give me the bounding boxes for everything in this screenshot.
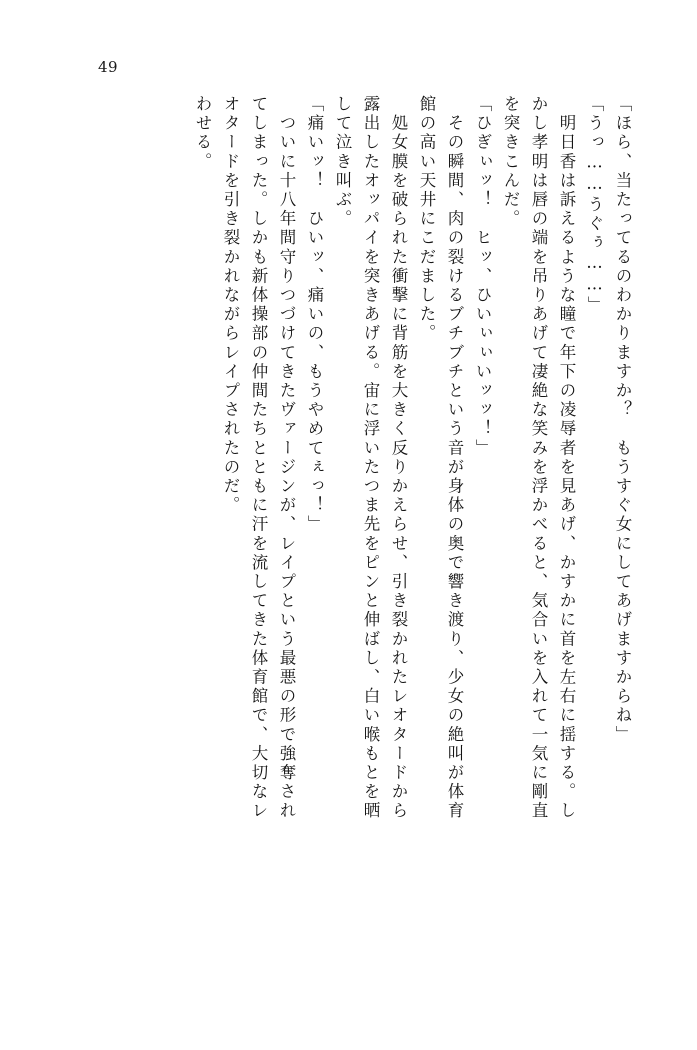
text-column: かし孝明は唇の端を吊りあげて凄絶な笑みを浮かべると、気合いを入れて一気に剛直 xyxy=(529,95,548,821)
text-column: 「ほら、当たってるのわかりますか？ もうすぐ女にしてあげますからね」 xyxy=(613,95,632,745)
vertical-text-block xyxy=(60,95,630,975)
text-column: てしまった。しかも新体操部の仲間たちとともに汗を流してきた体育館で、大切なレ xyxy=(249,95,268,821)
text-column-header: わせる。 xyxy=(193,95,212,172)
text-column: して泣き叫ぶ。 xyxy=(333,95,352,229)
text-column: 処女膜を破られた衝撃に背筋を大きく反りかえらせ、引き裂かれたレオタードから xyxy=(389,95,408,821)
text-column: 露出したオッパイを突きあげる。宙に浮いたつま先をピンと伸ばし、白い喉もとを晒 xyxy=(361,95,380,821)
text-column: その瞬間、肉の裂けるブチブチという音が身体の奥で響き渡り、少女の絶叫が体育 xyxy=(445,95,464,821)
text-column: 館の高い天井にこだました。 xyxy=(417,95,436,344)
text-column: 明日香は訴えるような瞳で年下の凌辱者を見あげ、かすかに首を左右に揺する。し xyxy=(557,95,576,821)
text-column: を突きこんだ。 xyxy=(501,95,520,229)
text-column: 「ひぎぃッ！ ヒッ、ひいぃぃいッッ！」 xyxy=(473,95,492,458)
page-number: 49 xyxy=(98,58,119,76)
text-column: 「うっ……うぐぅ……」 xyxy=(585,95,604,316)
text-column: オタードを引き裂かれながらレイプされたのだ。 xyxy=(221,95,240,516)
text-column: 「痛いッ！ ひいッ、痛いの、もうやめてぇっ！」 xyxy=(305,95,324,535)
text-column: ついに十八年間守りつづけてきたヴァージンが、レイプという最悪の形で強奪され xyxy=(277,95,296,821)
